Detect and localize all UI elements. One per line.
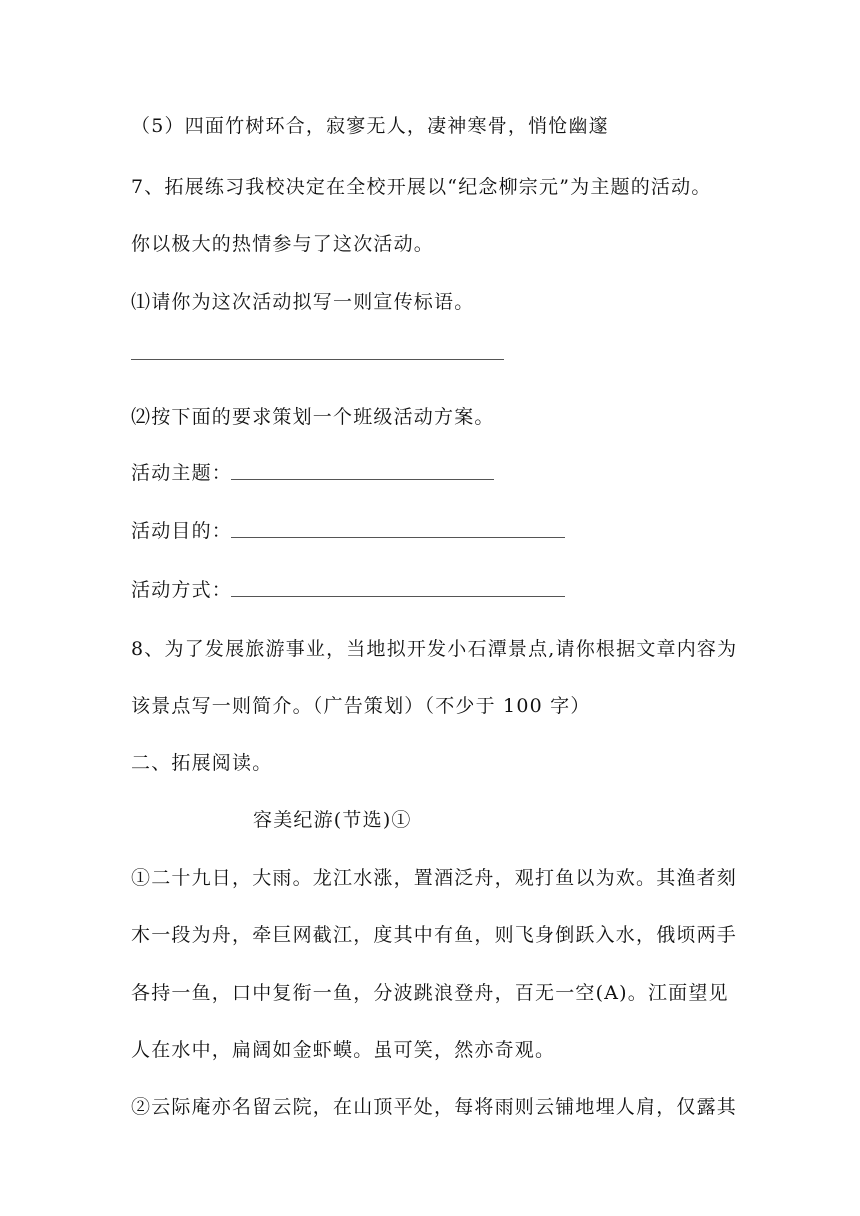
- activity-method-answer-line: [231, 596, 565, 597]
- passage-p1-line: 各持一鱼，口中复衔一鱼，分波跳浪登舟，百无一空(A)。江面望见: [131, 982, 729, 1004]
- activity-purpose-answer-line: [231, 537, 565, 538]
- question-8-line-1: 8、为了发展旅游事业，当地拟开发小石潭景点,请你根据文章内容为: [131, 638, 738, 660]
- question-7-subquestion-1: ⑴请你为这次活动拟写一则宣传标语。: [131, 291, 475, 313]
- passage-p1-line: ①二十九日，大雨。龙江水涨，置酒泛舟，观打鱼以为欢。其渔者刻: [131, 867, 738, 889]
- question-7-line-1: 7、拓展练习我校决定在全校开展以“纪念柳宗元”为主题的活动。: [131, 176, 712, 198]
- question-7-subquestion-2: ⑵按下面的要求策划一个班级活动方案。: [131, 406, 495, 428]
- question-8-line-2: 该景点写一则简介。（广告策划）（不少于 100 字）: [131, 695, 591, 717]
- item-5-line: （5）四面竹树环合，寂寥无人，凄神寒骨，悄怆幽邃: [131, 115, 609, 137]
- passage-p1-line: 木一段为舟，牵巨网截江，度其中有鱼，则飞身倒跃入水，俄顷两手: [131, 924, 738, 946]
- activity-theme-answer-line: [231, 479, 494, 480]
- passage-p1-line: 人在水中，扁阔如金虾蟆。虽可笑，然亦奇观。: [131, 1039, 556, 1061]
- passage-paragraph-2-line-1: ②云际庵亦名留云院，在山顶平处，每将雨则云铺地埋人肩，仅露其: [131, 1096, 738, 1118]
- slogan-answer-line: [131, 359, 504, 360]
- section-2-heading: 二、拓展阅读。: [131, 752, 273, 774]
- activity-theme-label: 活动主题：: [131, 462, 233, 484]
- activity-method-label: 活动方式：: [131, 579, 233, 601]
- question-7-line-2: 你以极大的热情参与了这次活动。: [131, 233, 435, 255]
- passage-title: 容美纪游(节选)①: [253, 809, 412, 831]
- activity-purpose-label: 活动目的：: [131, 520, 233, 542]
